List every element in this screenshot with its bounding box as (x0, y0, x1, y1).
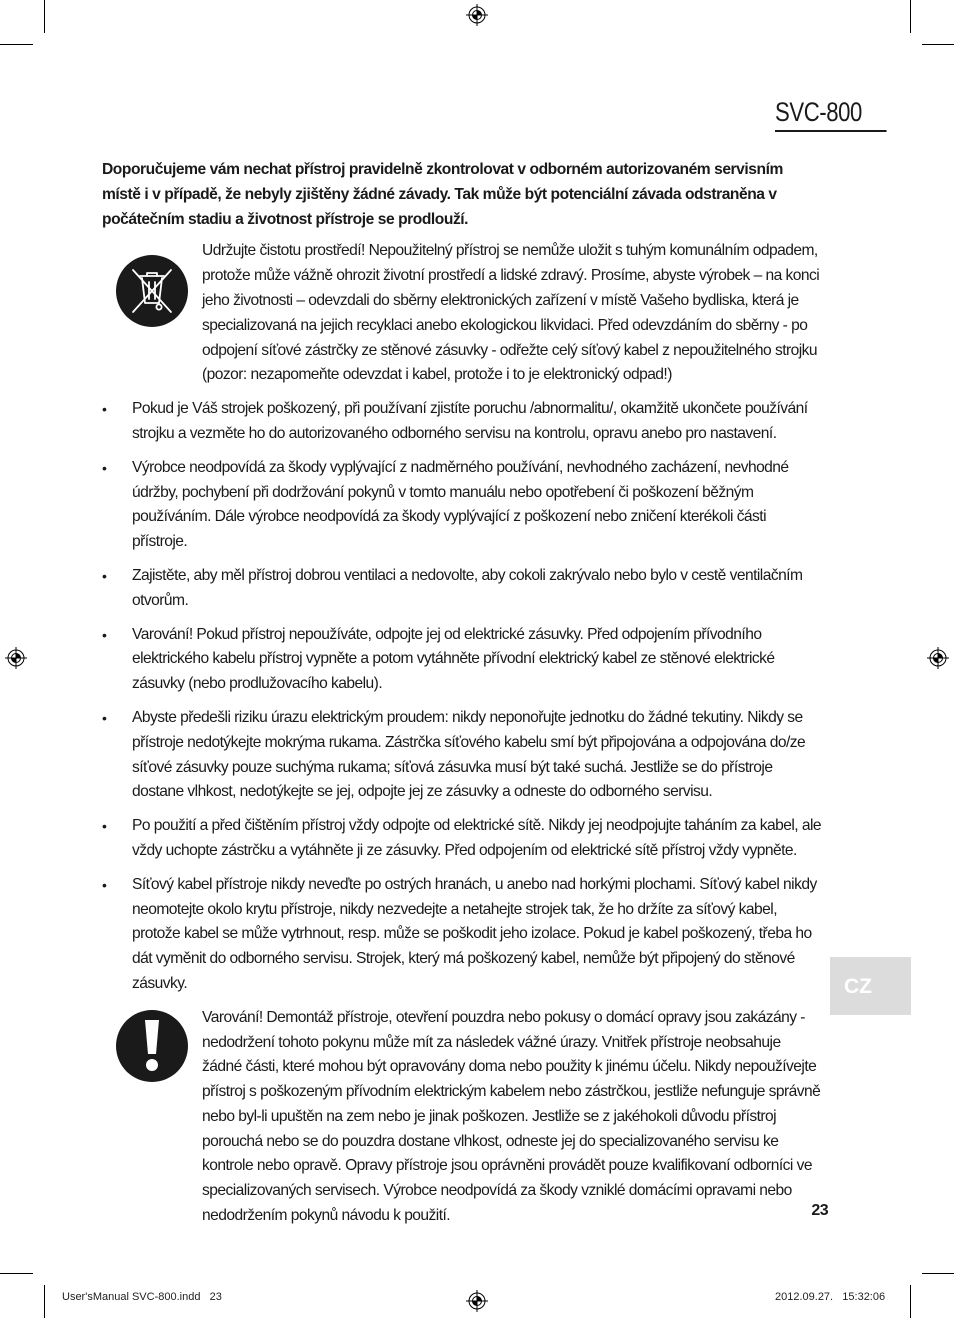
crop-mark (0, 44, 33, 45)
crop-mark (910, 1285, 911, 1318)
registration-mark-icon (5, 647, 27, 669)
intro-paragraph: Doporučujeme vám nechat přístroj pravidelně zkontrolovat v odborném autorizovaném servisním místě i v případě, že nebyly zjištěny žádné závady. Tak může být potenciální závada odstraněna v počátečním stadiu a životnost přístroje se prodlouží. (102, 161, 783, 228)
crop-mark (44, 1285, 45, 1318)
list-item: • Síťový kabel přístroje nikdy neveďte po ostrých hranách, u anebo nad horkými plochami. Síťový kabel nikdy neomotejte okolo krytu přístroje, nikdy nezvedejte a netahejte strojek tak, že ho držíte za síťový kabel, protože kabel se může vytrhnout, resp. může se poškodit jeho izolace. Pokud je kabel poškozený, třeba ho dát vyměnit do odborného servisu. Strojek, který má poškozený kabel, nemůže být připojený do stěnové zásuvky. (102, 873, 824, 997)
exclamation-warning-icon (116, 1010, 188, 1082)
registration-mark-icon (466, 1290, 488, 1312)
crop-mark (44, 0, 45, 33)
recycling-text: Udržujte čistotu prostředí! Nepoužitelný přístroj se nemůže uložit s tuhým komunálním odpadem, protože může vážně ohrozit životní prostředí a lidské zdravý. Prosíme, abyste výrobek – na konci jeho životnosti – odevzdali do sběrny elektronických zařízení v místě Vašeho bydliska, která je specializovaná na jejich recyklaci anebo ekologickou likvidaci. Před odevzdáním do sběrny - po odpojení síťové zástrčky ze stěnové zásuvky - odřežte celý síťový kabel z nepoužitelného strojku (pozor: nezapomeňte odevzdat i kabel, protože i to je elektronický odpad!) (202, 242, 820, 384)
warning-notice (102, 1006, 824, 1229)
recycling-notice (102, 239, 824, 388)
crop-mark (0, 1273, 33, 1274)
manual-content (102, 158, 824, 1238)
list-item: • Po použití a před čištěním přístroj vždy odpojte od elektrické sítě. Nikdy jej neodpojujte taháním za kabel, ale vždy uchopte zástrčku a vytáhněte ji ze zásuvky. Před odpojením od elektrické sítě přístroj vždy vypněte. (102, 814, 824, 864)
page-number: 23 (811, 1202, 828, 1219)
crop-mark (922, 44, 954, 45)
crop-mark (910, 0, 911, 33)
language-tab: CZ (830, 957, 911, 1015)
list-item: • Výrobce neodpovídá za škody vyplývající z nadměrného používání, nevhodného zacházení, nevhodné údržby, pochybení při dodržování pokynů v tomto manuálu nebo opotřebení či poškození běžným používáním. Dále výrobce neodpovídá za škody vyplývající z poškození nebo zničení kterékoli části přístroje. (102, 456, 824, 555)
list-item: • Varování! Pokud přístroj nepoužíváte, odpojte jej od elektrické zásuvky. Před odpojením přívodního elektrického kabelu přístroj vypněte a potom vytáhněte přívodní elektrický kabel ze stěnové elektrické zásuvky (nebo prodlužovacího kabelu). (102, 623, 824, 697)
list-item: • Abyste předešli riziku úrazu elektrickým proudem: nikdy neponořujte jednotku do žádné tekutiny. Nikdy se přístroje nedotýkejte mokrýma rukama. Zástrčka síťového kabelu smí být připojována a odpojována do/ze síťové zásuvky pouze suchýma rukama; síťová zásuvka musí být také suchá. Jestliže se do přístroje dostane vlhkost, nedotýkejte se jej, odpojte jej ze zásuvky a odneste do odborného servisu. (102, 706, 824, 805)
registration-mark-icon (466, 4, 488, 26)
registration-mark-icon (927, 647, 949, 669)
crop-mark (922, 1273, 954, 1274)
model-header: SVC-800 (775, 96, 887, 132)
list-item: • Pokud je Váš strojek poškozený, při používaní zjistíte poruchu /abnormalitu/, okamžitě ukončete používání strojku a vezměte ho do autorizovaného odborného servisu na kontrolu, opravu anebo pro nastavení. (102, 397, 824, 447)
slug-timestamp: 2012.09.27. 15:32:06 (775, 1291, 886, 1303)
list-item: • Zajistěte, aby měl přístroj dobrou ventilaci a nedovolte, aby cokoli zakrývalo nebo bylo v cestě ventilačním otvorům. (102, 564, 824, 614)
warning-text: Varování! Demontáž přístroje, otevření pouzdra nebo pokusy o domácí opravy jsou zakázány - nedodržení tohoto pokynu může mít za následek vážné úrazy. Vnitřek přístroje neobsahuje žádné části, které mohou být opravovány doma nebo použity k jinému účelu. Nikdy nepoužívejte přístroj s poškozeným přívodním elektrickým kabelem nebo zástrčkou, jestliže nefunguje správně nebo byl-li upuštěn na zem nebo je jinak poškozen. Jestliže se z jakéhokoli důvodu přístroj porouchá nebo se do pouzdra dostane vlhkost, odneste jej do specializovaného servisu ke kontrole nebo opravě. Opravy přístroje jsou oprávněni provádět pouze kvalifikovaní odborníci ve specializovaných servisech. Výrobce neodpovídá za škody vzniklé domácími opravami nebo nedodržením pokynů návodu k použití. (202, 1008, 821, 1225)
crossed-out-wheelie-bin-icon (116, 255, 188, 327)
safety-bullet-list (102, 397, 824, 997)
slug-filename: User'sManual SVC-800.indd 23 (62, 1291, 222, 1303)
